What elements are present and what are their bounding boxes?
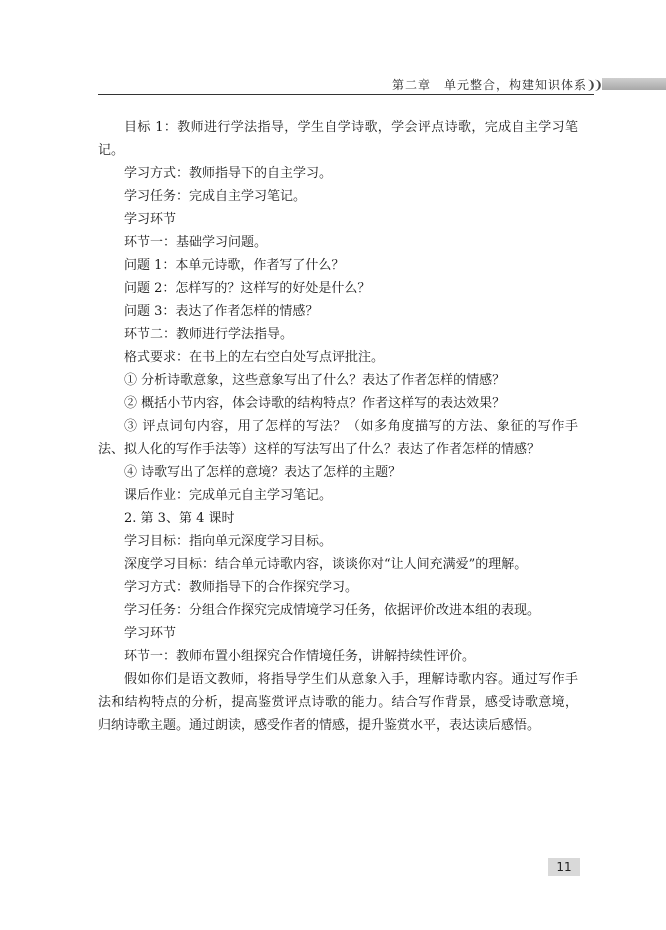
chevron-right-icon: ❩❩ xyxy=(586,78,601,92)
header-rule xyxy=(98,94,594,95)
list-item: ③ 评点词句内容，用了怎样的写法？（如多角度描写的方法、象征的写作手法、拟人化的写作手法等）这样的写法写出了什么？表达了作者怎样的情感？ xyxy=(98,419,578,457)
paragraph: 目标 1：教师进行学法指导，学生自学诗歌，学会评点诗歌，完成自主学习笔记。 xyxy=(98,120,578,158)
paragraph: 学习方式：教师指导下的合作探究学习。 xyxy=(124,580,359,595)
question-item: 问题 1：本单元诗歌，作者写了什么？ xyxy=(124,258,345,273)
paragraph: 深度学习目标：结合单元诗歌内容，谈谈你对“让人间充满爱”的理解。 xyxy=(124,557,528,572)
list-item: ② 概括小节内容，体会诗歌的结构特点？作者这样写的表达效果？ xyxy=(124,396,506,411)
paragraph: 学习任务：完成自主学习笔记。 xyxy=(124,189,307,204)
list-item: ④ 诗歌写出了怎样的意境？表达了怎样的主题？ xyxy=(124,465,402,480)
body-text xyxy=(98,116,578,737)
question-item: 问题 3：表达了作者怎样的情感？ xyxy=(124,304,319,319)
paragraph: 课后作业：完成单元自主学习笔记。 xyxy=(124,488,333,503)
paragraph: 学习方式：教师指导下的自主学习。 xyxy=(124,166,333,181)
list-item: ① 分析诗歌意象，这些意象写出了什么？表达了作者怎样的情感？ xyxy=(124,373,506,388)
section-heading: 学习环节 xyxy=(124,626,177,641)
paragraph: 环节一：教师布置小组探究合作情境任务，讲解持续性评价。 xyxy=(124,649,476,664)
paragraph: 格式要求：在书上的左右空白处写点评批注。 xyxy=(124,350,385,365)
page-number: 11 xyxy=(548,858,580,876)
section-heading: 2. 第 3、第 4 课时 xyxy=(124,511,235,526)
question-item: 问题 2：怎样写的？这样写的好处是什么？ xyxy=(124,281,371,296)
paragraph: 学习任务：分组合作探究完成情境学习任务，依据评价改进本组的表现。 xyxy=(124,603,541,618)
paragraph: 假如你们是语文教师，将指导学生们从意象入手，理解诗歌内容。通过写作手法和结构特点的分析，提高鉴赏评点诗歌的能力。结合写作背景，感受诗歌意境，归纳诗歌主题。通过朗读，感受作者的情感，提升鉴赏水平，表达读后感悟。 xyxy=(98,672,578,733)
header-decor-bar xyxy=(602,78,666,90)
paragraph: 学习目标：指向单元深度学习目标。 xyxy=(124,534,333,549)
section-heading: 学习环节 xyxy=(124,212,177,227)
paragraph: 环节一：基础学习问题。 xyxy=(124,235,268,250)
chapter-title: 第二章 单元整合，构建知识体系 xyxy=(392,78,588,92)
running-header xyxy=(98,74,666,96)
paragraph: 环节二：教师进行学法指导。 xyxy=(124,327,294,342)
